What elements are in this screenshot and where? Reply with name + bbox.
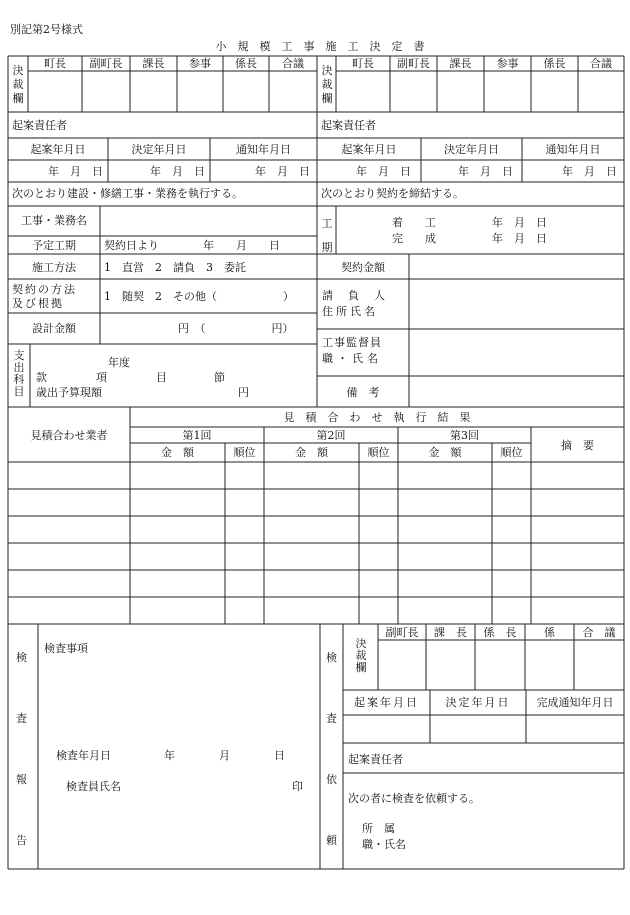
approval-role: 副町長 (397, 57, 430, 70)
approval-role: 町長 (352, 57, 374, 70)
period-value: 契約日より 年 月 日 (104, 239, 280, 252)
draft-date-label: 起案年月日 (30, 143, 86, 156)
inspection-report-char: 検 (16, 651, 27, 664)
inspection-report-char: 査 (16, 712, 27, 725)
rank-header: 順位 (233, 446, 256, 459)
work-name-label: 工事・業務名 (21, 214, 87, 227)
approval-role: 課長 (142, 57, 165, 70)
approval-role: 町長 (44, 57, 66, 70)
contract-method-label: 契約の方法 (12, 283, 77, 296)
expense-label: 支 出 科 目 (13, 349, 25, 399)
amount-header: 金 額 (428, 446, 462, 459)
contractor-label: 請 負 人 (322, 289, 387, 302)
construction-period-label: 工 期 (321, 217, 333, 255)
request-approval-role: 課 長 (434, 626, 467, 639)
contract-method-label: 及び根拠 (12, 297, 64, 310)
kou: 項 (96, 371, 107, 384)
inspection-report-char: 告 (16, 834, 27, 847)
inspector-name-label: 検査員氏名 (66, 780, 121, 793)
period-label: 予定工期 (32, 239, 76, 252)
budget-label: 歳出予算現額 (36, 386, 102, 399)
round-header: 第2回 (316, 429, 346, 442)
round-header: 第1回 (182, 429, 212, 442)
inspection-request-char: 依 (326, 773, 337, 786)
rank-header: 順位 (500, 446, 523, 459)
request-approval-label: 決 裁 欄 (355, 637, 367, 675)
decision-date-label: 決定年月日 (131, 143, 187, 156)
notify-date-label: 通知年月日 (236, 143, 291, 156)
drafter-label-right: 起案責任者 (321, 119, 376, 132)
post-name-label: 職・氏名 (362, 838, 406, 851)
start-label: 着 工 (392, 216, 436, 229)
notify-date-value: 年 月 日 (255, 165, 310, 178)
decision-date-value: 年 月 日 (458, 165, 513, 178)
completion-notify-date-label: 完成通知年月日 (536, 696, 614, 709)
vendor-header: 見積合わせ業者 (30, 429, 108, 442)
decision-date-value: 年 月 日 (150, 165, 205, 178)
approval-role: 参事 (189, 57, 211, 70)
budget-yen: 円 (238, 386, 249, 399)
draft-date-value: 年 月 日 (356, 165, 411, 178)
design-amount-value: 円 （ 円） (178, 322, 294, 335)
moku: 目 (156, 371, 167, 384)
start-date: 年 月 日 (492, 216, 547, 229)
supervisor-label: 工事監督員 (322, 336, 382, 349)
finish-date: 年 月 日 (492, 232, 547, 245)
setsu: 節 (214, 371, 225, 384)
method-value: 1 直営 2 請負 3 委託 (104, 261, 246, 274)
request-approval-role: 副町長 (385, 626, 419, 639)
notify-date-label: 通知年月日 (545, 143, 601, 156)
inspection-request-char: 検 (326, 651, 337, 664)
request-approval-role: 合 議 (582, 626, 616, 639)
inspection-request-char: 頼 (326, 834, 337, 847)
design-amount-label: 設計金額 (32, 322, 76, 335)
draft-date-value: 年 月 日 (48, 165, 103, 178)
draft-date-label: 起案年月日 (341, 143, 397, 156)
request-approval-role: 係 (544, 626, 555, 639)
approval-role: 係長 (543, 57, 566, 70)
amount-header: 金 額 (161, 446, 194, 459)
approval-role: 合議 (590, 57, 612, 70)
approval-role: 合議 (282, 57, 304, 70)
kan: 款 (36, 371, 47, 384)
drafter-label-left: 起案責任者 (12, 119, 67, 132)
amount-header: 金 額 (295, 446, 328, 459)
contractor-label: 住所氏名 (322, 305, 378, 318)
request-approval-role: 係 長 (483, 626, 517, 639)
notify-date-value: 年 月 日 (562, 165, 617, 178)
page-title: 小 規 模 工 事 施 工 決 定 書 (215, 40, 425, 53)
estimate-results-title: 見 積 合 わ せ 執 行 結 果 (283, 411, 471, 424)
method-label: 施工方法 (32, 261, 76, 274)
summary-header: 摘 要 (561, 439, 594, 452)
decision-date-label: 決定年月日 (444, 143, 499, 156)
contract-method-value: 1 随契 2 その他（ ） (104, 290, 294, 303)
finish-label: 完 成 (392, 232, 436, 245)
inspection-request-char: 査 (326, 712, 337, 725)
approval-role: 副町長 (89, 57, 123, 70)
inspection-date-value: 年 月 日 (164, 749, 285, 762)
request-drafter-label: 起案責任者 (348, 753, 403, 766)
remarks-label: 備 考 (346, 386, 380, 399)
approval-role: 参事 (496, 57, 519, 70)
form-number: 別記第2号様式 (10, 23, 83, 36)
approval-role: 係長 (235, 57, 257, 70)
affiliation-label: 所 属 (362, 822, 395, 835)
approval-label-left: 決 裁 欄 (12, 64, 24, 105)
fiscal-year: 年度 (108, 356, 130, 369)
seal-mark: 印 (292, 780, 303, 793)
inspection-items-label: 検査事項 (44, 642, 88, 655)
left-intro: 次のとおり建設・修繕工事・業務を執行する。 (12, 187, 243, 200)
contract-amount-label: 契約金額 (341, 261, 385, 274)
inspection-report-char: 報 (16, 773, 27, 786)
request-draft-date-label: 起案年月日 (354, 696, 419, 709)
rank-header: 順位 (367, 446, 390, 459)
approval-label-right: 決 裁 欄 (321, 64, 333, 105)
supervisor-label: 職・氏名 (322, 352, 382, 365)
inspection-date-label: 検査年月日 (56, 749, 111, 762)
approval-role: 課長 (449, 57, 472, 70)
request-decision-date-label: 決定年月日 (445, 696, 511, 709)
round-header: 第3回 (450, 429, 479, 442)
right-intro: 次のとおり契約を締結する。 (321, 187, 464, 200)
request-intro: 次の者に検査を依頼する。 (348, 792, 480, 805)
